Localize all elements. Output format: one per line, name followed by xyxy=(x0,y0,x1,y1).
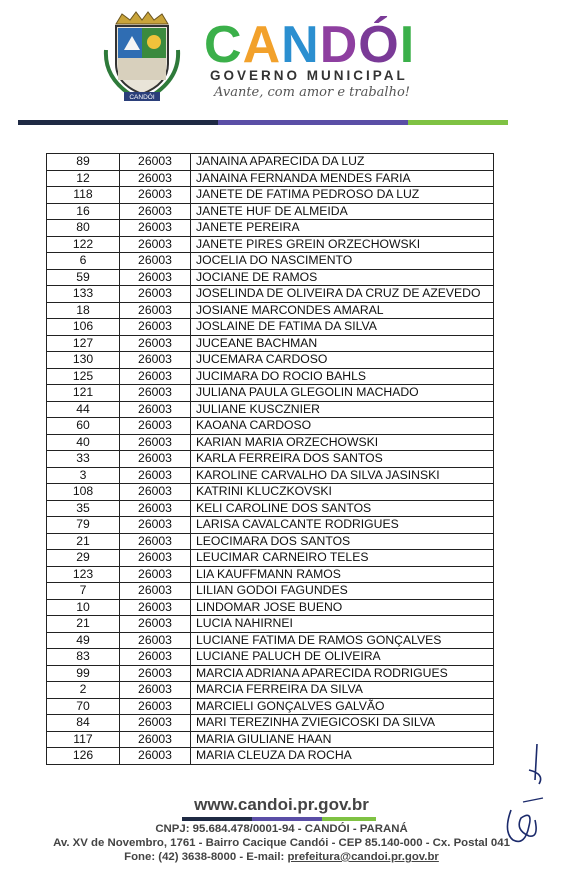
row-name: JANAINA APARECIDA DA LUZ xyxy=(191,154,494,171)
row-number: 84 xyxy=(47,715,120,732)
row-name: JANETE PEREIRA xyxy=(191,220,494,237)
footer-bar-green xyxy=(322,817,376,821)
row-name: JOCELIA DO NASCIMENTO xyxy=(191,253,494,270)
table-row xyxy=(47,533,494,550)
table-row xyxy=(47,467,494,484)
row-name: JANAINA FERNANDA MENDES FARIA xyxy=(191,170,494,187)
row-number: 117 xyxy=(47,731,120,748)
logo-letter: C xyxy=(204,16,243,74)
municipal-crest-icon xyxy=(102,10,182,102)
row-code: 26003 xyxy=(120,220,191,237)
table-row xyxy=(47,220,494,237)
table-row xyxy=(47,352,494,369)
row-number: 89 xyxy=(47,154,120,171)
row-code: 26003 xyxy=(120,632,191,649)
logo-letter: N xyxy=(281,16,320,74)
row-code: 26003 xyxy=(120,451,191,468)
table-row xyxy=(47,517,494,534)
table-row xyxy=(47,319,494,336)
row-code: 26003 xyxy=(120,368,191,385)
row-name: JANETE PIRES GREIN ORZECHOWSKI xyxy=(191,236,494,253)
row-number: 35 xyxy=(47,500,120,517)
row-number: 125 xyxy=(47,368,120,385)
row-name: LINDOMAR JOSE BUENO xyxy=(191,599,494,616)
table-row xyxy=(47,302,494,319)
footer-email-link[interactable]: prefeitura@candoi.pr.gov.br xyxy=(287,851,439,863)
row-code: 26003 xyxy=(120,269,191,286)
table-row xyxy=(47,187,494,204)
row-number: 83 xyxy=(47,649,120,666)
row-number: 123 xyxy=(47,566,120,583)
row-number: 70 xyxy=(47,698,120,715)
row-number: 29 xyxy=(47,550,120,567)
table-row xyxy=(47,599,494,616)
row-name: MARI TEREZINHA ZVIEGICOSKI DA SILVA xyxy=(191,715,494,732)
footer-phone: Fone: (42) 3638-8000 - E-mail: xyxy=(124,851,288,863)
row-code: 26003 xyxy=(120,649,191,666)
table-row xyxy=(47,335,494,352)
row-code: 26003 xyxy=(120,665,191,682)
row-code: 26003 xyxy=(120,170,191,187)
table-row xyxy=(47,632,494,649)
row-name: JULIANE KUSCZNIER xyxy=(191,401,494,418)
row-code: 26003 xyxy=(120,302,191,319)
row-name: LIA KAUFFMANN RAMOS xyxy=(191,566,494,583)
row-name: JANETE HUF DE ALMEIDA xyxy=(191,203,494,220)
row-name: MARIA CLEUZA DA ROCHA xyxy=(191,748,494,765)
row-name: MARCIA FERREIRA DA SILVA xyxy=(191,682,494,699)
footer-bar-dark xyxy=(182,817,252,821)
row-number: 10 xyxy=(47,599,120,616)
row-number: 3 xyxy=(47,467,120,484)
row-code: 26003 xyxy=(120,154,191,171)
row-number: 40 xyxy=(47,434,120,451)
row-number: 44 xyxy=(47,401,120,418)
row-name: JANETE DE FATIMA PEDROSO DA LUZ xyxy=(191,187,494,204)
row-number: 33 xyxy=(47,451,120,468)
table-row xyxy=(47,566,494,583)
row-code: 26003 xyxy=(120,550,191,567)
row-name: KAOANA CARDOSO xyxy=(191,418,494,435)
header-bar-purple xyxy=(218,120,408,125)
logo-letter: I xyxy=(399,16,416,74)
table-row xyxy=(47,286,494,303)
row-name: MARCIELI GONÇALVES GALVÃO xyxy=(191,698,494,715)
row-name: LEOCIMARA DOS SANTOS xyxy=(191,533,494,550)
row-number: 127 xyxy=(47,335,120,352)
row-number: 49 xyxy=(47,632,120,649)
row-code: 26003 xyxy=(120,682,191,699)
logo-wordmark xyxy=(204,18,415,72)
footer-contact xyxy=(0,851,563,863)
table-row xyxy=(47,665,494,682)
svg-text:CANDÓI: CANDÓI xyxy=(129,94,155,101)
row-number: 99 xyxy=(47,665,120,682)
row-name: LARISA CAVALCANTE RODRIGUES xyxy=(191,517,494,534)
row-number: 21 xyxy=(47,533,120,550)
row-name: LUCIA NAHIRNEI xyxy=(191,616,494,633)
row-code: 26003 xyxy=(120,715,191,732)
row-code: 26003 xyxy=(120,401,191,418)
row-code: 26003 xyxy=(120,187,191,204)
table-row xyxy=(47,500,494,517)
table-row xyxy=(47,698,494,715)
row-number: 2 xyxy=(47,682,120,699)
row-code: 26003 xyxy=(120,599,191,616)
names-table xyxy=(46,153,494,765)
row-name: JUCEMARA CARDOSO xyxy=(191,352,494,369)
row-number: 122 xyxy=(47,236,120,253)
row-code: 26003 xyxy=(120,253,191,270)
row-code: 26003 xyxy=(120,748,191,765)
row-number: 16 xyxy=(47,203,120,220)
row-name: MARIA GIULIANE HAAN xyxy=(191,731,494,748)
table-row xyxy=(47,170,494,187)
row-number: 118 xyxy=(47,187,120,204)
row-name: JUCEANE BACHMAN xyxy=(191,335,494,352)
row-code: 26003 xyxy=(120,616,191,633)
row-number: 12 xyxy=(47,170,120,187)
table-row xyxy=(47,616,494,633)
row-code: 26003 xyxy=(120,583,191,600)
row-code: 26003 xyxy=(120,385,191,402)
row-code: 26003 xyxy=(120,698,191,715)
row-number: 18 xyxy=(47,302,120,319)
logo-letter: D xyxy=(319,16,359,74)
table-row xyxy=(47,154,494,171)
handwritten-signature xyxy=(499,740,549,850)
row-number: 130 xyxy=(47,352,120,369)
table-row xyxy=(47,484,494,501)
row-name: KELI CAROLINE DOS SANTOS xyxy=(191,500,494,517)
row-name: LUCIANE FATIMA DE RAMOS GONÇALVES xyxy=(191,632,494,649)
row-code: 26003 xyxy=(120,517,191,534)
row-code: 26003 xyxy=(120,319,191,336)
footer-website[interactable]: www.candoi.pr.gov.br xyxy=(194,795,369,814)
row-name: JOSLAINE DE FATIMA DA SILVA xyxy=(191,319,494,336)
table-row xyxy=(47,236,494,253)
row-number: 108 xyxy=(47,484,120,501)
row-name: JUCIMARA DO ROCIO BAHLS xyxy=(191,368,494,385)
row-code: 26003 xyxy=(120,467,191,484)
row-name: JULIANA PAULA GLEGOLIN MACHADO xyxy=(191,385,494,402)
row-number: 7 xyxy=(47,583,120,600)
table-row xyxy=(47,682,494,699)
row-name: LILIAN GODOI FAGUNDES xyxy=(191,583,494,600)
row-name: JOSELINDA DE OLIVEIRA DA CRUZ DE AZEVEDO xyxy=(191,286,494,303)
table-row xyxy=(47,385,494,402)
footer-bar-purple xyxy=(252,817,322,821)
table-row xyxy=(47,269,494,286)
row-number: 60 xyxy=(47,418,120,435)
header-bar-green xyxy=(408,120,508,125)
row-code: 26003 xyxy=(120,418,191,435)
row-code: 26003 xyxy=(120,484,191,501)
table-row xyxy=(47,748,494,765)
row-name: JOCIANE DE RAMOS xyxy=(191,269,494,286)
logo-letter: Ó xyxy=(358,16,400,74)
footer-cnpj: CNPJ: 95.684.478/0001-94 - CANDÓI - PARANÁ xyxy=(155,823,408,835)
row-name: KARLA FERREIRA DOS SANTOS xyxy=(191,451,494,468)
table-row xyxy=(47,451,494,468)
row-name: JOSIANE MARCONDES AMARAL xyxy=(191,302,494,319)
row-code: 26003 xyxy=(120,731,191,748)
table-row xyxy=(47,368,494,385)
row-number: 133 xyxy=(47,286,120,303)
row-code: 26003 xyxy=(120,286,191,303)
logo-subtitle: GOVERNO MUNICIPAL xyxy=(210,68,408,83)
row-number: 59 xyxy=(47,269,120,286)
row-number: 6 xyxy=(47,253,120,270)
footer-address: Av. XV de Novembro, 1761 - Bairro Cacique Candói - CEP 85.140-000 - Cx. Postal 041 xyxy=(53,837,510,849)
row-code: 26003 xyxy=(120,236,191,253)
row-number: 21 xyxy=(47,616,120,633)
table-row xyxy=(47,401,494,418)
row-number: 79 xyxy=(47,517,120,534)
table-row xyxy=(47,583,494,600)
row-name: KAROLINE CARVALHO DA SILVA JASINSKI xyxy=(191,467,494,484)
row-code: 26003 xyxy=(120,335,191,352)
table-row xyxy=(47,418,494,435)
row-code: 26003 xyxy=(120,566,191,583)
row-code: 26003 xyxy=(120,434,191,451)
table-row xyxy=(47,253,494,270)
row-number: 106 xyxy=(47,319,120,336)
table-row xyxy=(47,731,494,748)
row-name: MARCIA ADRIANA APARECIDA RODRIGUES xyxy=(191,665,494,682)
row-code: 26003 xyxy=(120,352,191,369)
table-row xyxy=(47,649,494,666)
row-name: KARIAN MARIA ORZECHOWSKI xyxy=(191,434,494,451)
logo-slogan: Avante, com amor e trabalho! xyxy=(214,85,410,100)
table-row xyxy=(47,434,494,451)
row-number: 126 xyxy=(47,748,120,765)
row-number: 121 xyxy=(47,385,120,402)
row-number: 80 xyxy=(47,220,120,237)
row-code: 26003 xyxy=(120,500,191,517)
table-row xyxy=(47,203,494,220)
logo-letter: A xyxy=(242,16,282,74)
header-bar-dark xyxy=(18,120,218,125)
page-header xyxy=(0,0,563,118)
table-row xyxy=(47,715,494,732)
row-code: 26003 xyxy=(120,533,191,550)
table-row xyxy=(47,550,494,567)
row-name: KATRINI KLUCZKOVSKI xyxy=(191,484,494,501)
row-name: LUCIANE PALUCH DE OLIVEIRA xyxy=(191,649,494,666)
row-name: LEUCIMAR CARNEIRO TELES xyxy=(191,550,494,567)
candoi-logo xyxy=(204,18,424,110)
row-code: 26003 xyxy=(120,203,191,220)
